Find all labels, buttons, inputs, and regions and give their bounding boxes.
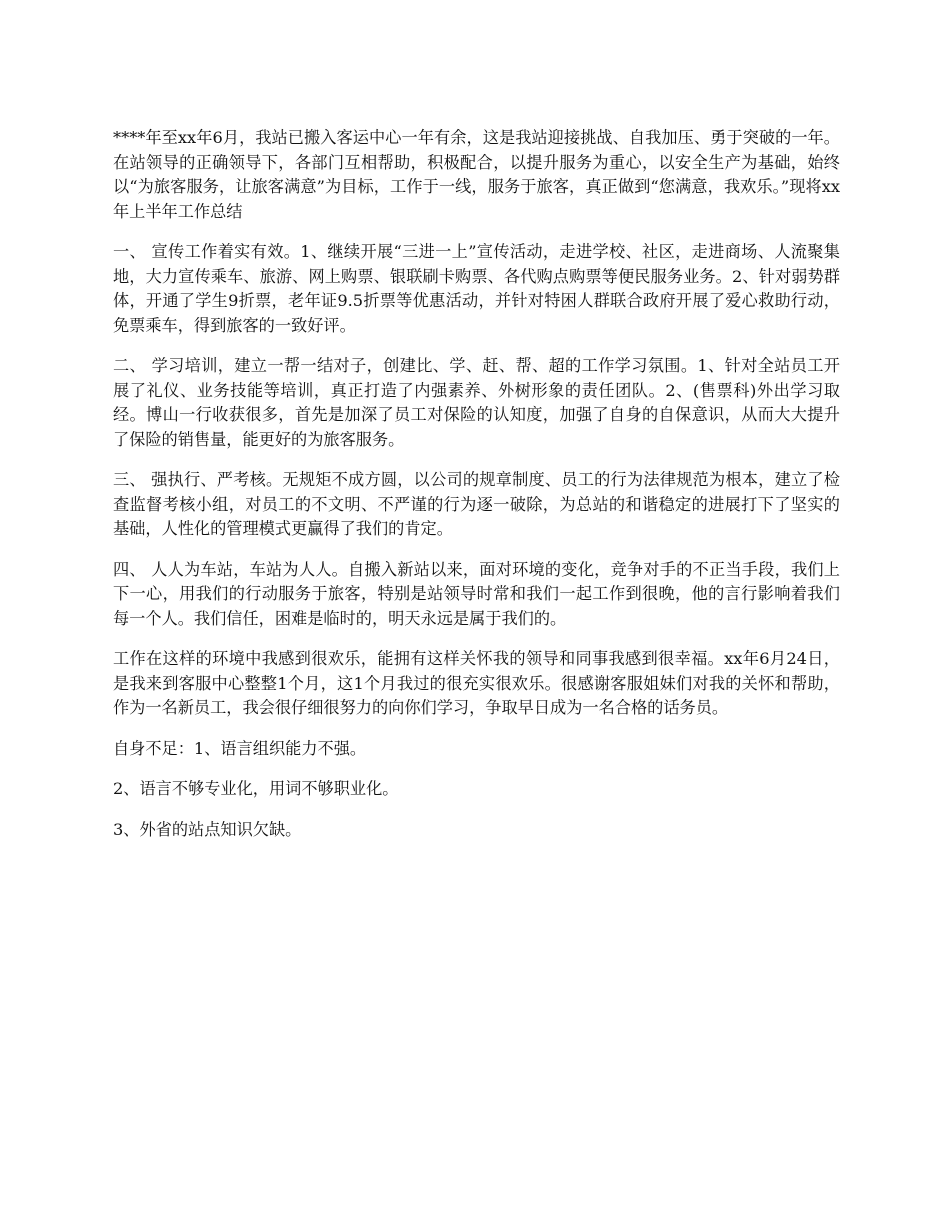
paragraph-shortcoming-1: 自身不足：1、语言组织能力不强。: [113, 738, 367, 758]
document-body: [113, 126, 840, 858]
paragraph-section-4: 四、 人人为车站，车站为人人。自搬入新站以来，面对环境的变化，竞争对手的不正当手段，我们上下一心，用我们的行动服务于旅客，特别是站领导时常和我们一起工作到很晚，他的言行影响着我们每一个人。我们信任，困难是临时的，明天永远是属于我们的。: [113, 559, 840, 628]
paragraph-intro: ****年至xx年6月，我站已搬入客运中心一年有余，这是我站迎接挑战、自我加压、勇于突破的一年。在站领导的正确领导下，各部门互相帮助，积极配合，以提升服务为重心，以安全生产为基础，始终以“为旅客服务，让旅客满意”为目标，工作于一线，服务于旅客，真正做到“您满意，我欢乐。”现将xx年上半年工作总结: [113, 128, 840, 221]
paragraph-section-1: 一、 宣传工作着实有效。1、继续开展“三进一上”宣传活动，走进学校、社区，走进商场、人流聚集地，大力宣传乘车、旅游、网上购票、银联刷卡购票、各代购点购票等便民服务业务。2、针对弱势群体，开通了学生9折票，老年证9.5折票等优惠活动，并针对特困人群联合政府开展了爱心救助行动，免票乘车，得到旅客的一致好评。: [113, 242, 840, 335]
paragraph-section-3: 三、 强执行、严考核。无规矩不成方圆，以公司的规章制度、员工的行为法律规范为根本，建立了检查监督考核小组，对员工的不文明、不严谨的行为逐一破除，为总站的和谐稳定的进展打下了坚实的基础，人性化的管理模式更赢得了我们的肯定。: [113, 470, 840, 538]
paragraph-reflection: 工作在这样的环境中我感到很欢乐，能拥有这样关怀我的领导和同事我感到很幸福。xx年6月24日，是我来到客服中心整整1个月，这1个月我过的很充实很欢乐。很感谢客服姐妹们对我的关怀和帮助，作为一名新员工，我会很仔细很努力的向你们学习，争取早日成为一名合格的话务员。: [113, 649, 840, 717]
paragraph-shortcoming-3: 3、外省的站点知识欠缺。: [113, 819, 302, 839]
paragraph-shortcoming-2: 2、语言不够专业化，用词不够职业化。: [113, 779, 399, 798]
paragraph-section-2: 二、 学习培训，建立一帮一结对子，创建比、学、赶、帮、超的工作学习氛围。1、针对全站员工开展了礼仪、业务技能等培训，真正打造了内强素养、外树形象的责任团队。2、(售票科)外出学习取经。博山一行收获很多，首先是加深了员工对保险的认知度，加强了自身的自保意识，从而大大提升了保险的销售量，能更好的为旅客服务。: [113, 356, 840, 449]
